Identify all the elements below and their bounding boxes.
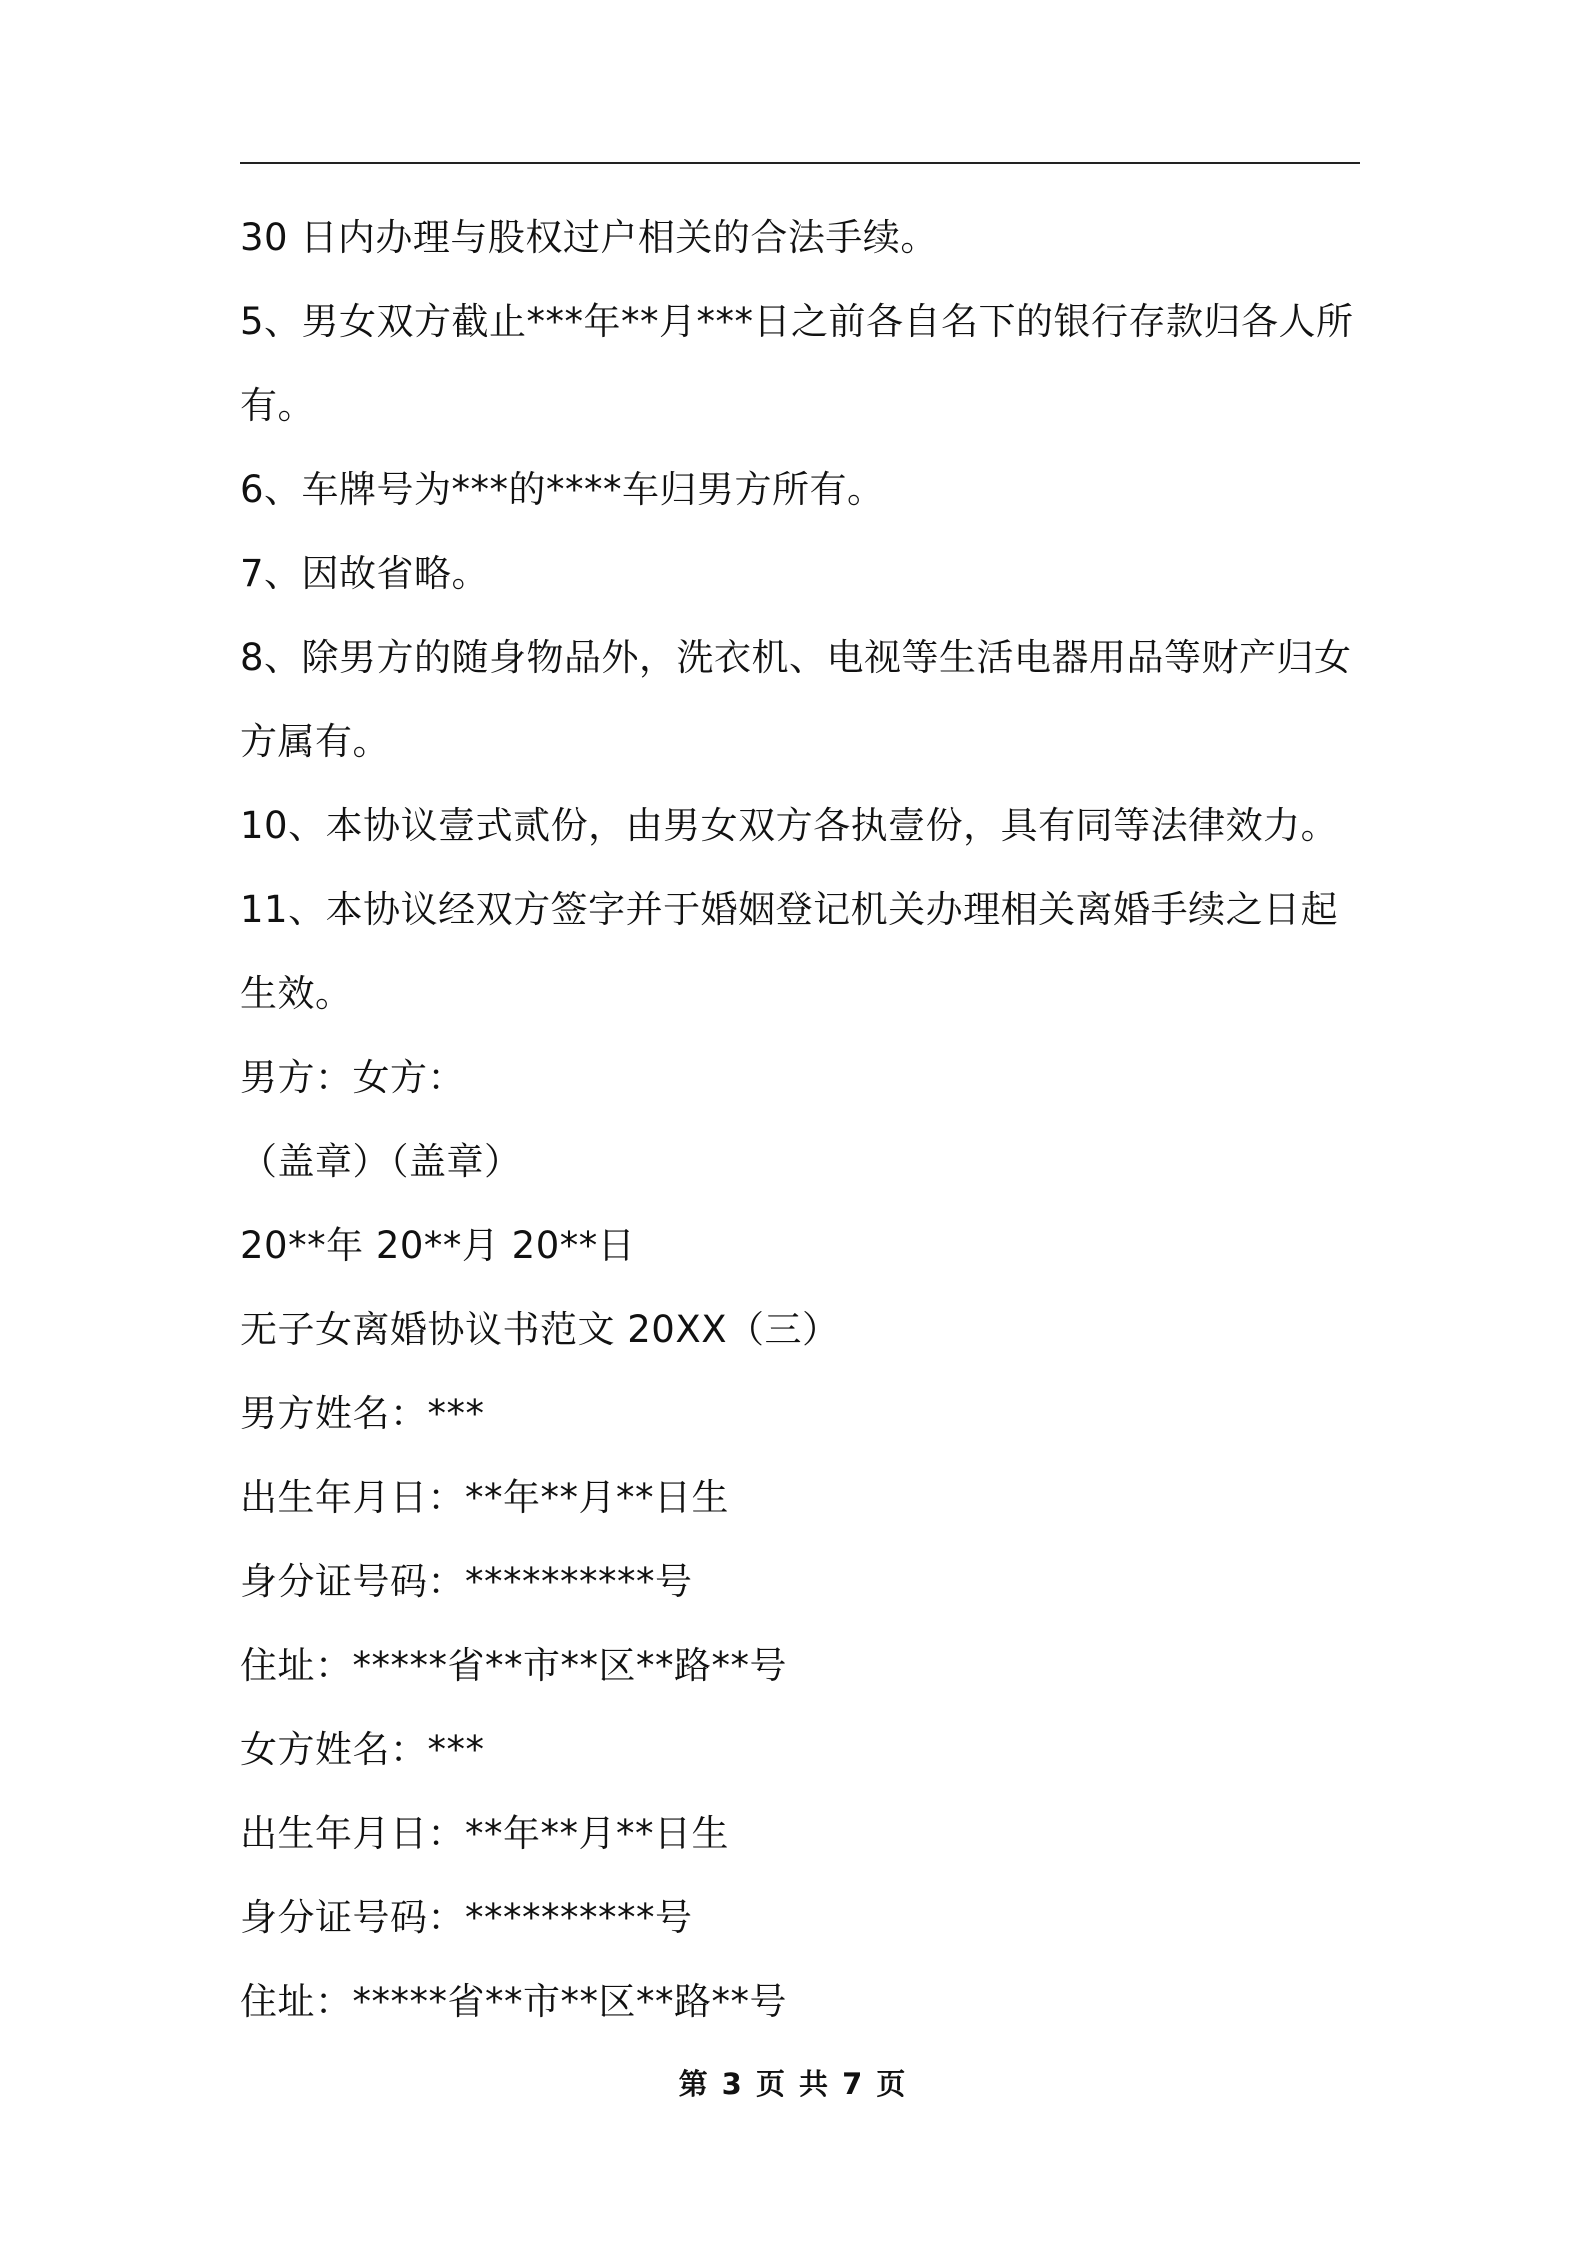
text-line: 住址：*****省**市**区**路**号 — [240, 1644, 787, 1687]
text-line: 10、本协议壹式贰份，由男女双方各执壹份，具有同等法律效力。 — [240, 804, 1339, 847]
text-line: 女方姓名：*** — [240, 1728, 485, 1771]
text-line: 出生年月日：**年**月**日生 — [240, 1812, 729, 1855]
header-rule — [240, 162, 1360, 164]
date-line: 20**年 20**月 20**日 — [240, 1224, 636, 1267]
section-title: 无子女离婚协议书范文 20XX（三） — [240, 1308, 840, 1351]
document-body — [240, 196, 1360, 2044]
text-line: 出生年月日：**年**月**日生 — [240, 1476, 729, 1519]
text-line: 8、除男方的随身物品外，洗衣机、电视等生活电器用品等财产归女 — [240, 636, 1352, 679]
text-line: 生效。 — [240, 972, 353, 1015]
seal-labels: （盖章）（盖章） — [240, 1140, 522, 1183]
text-line: 方属有。 — [240, 720, 390, 763]
page-number-footer: 第 3 页 共 7 页 — [678, 2067, 908, 2101]
text-line: 5、男女双方截止***年**月***日之前各自名下的银行存款归各人所 — [240, 300, 1354, 343]
text-line: 6、车牌号为***的****车归男方所有。 — [240, 468, 885, 511]
text-line: 男方姓名：*** — [240, 1392, 485, 1435]
text-line: 有。 — [240, 384, 315, 427]
text-line: 7、因故省略。 — [240, 552, 490, 595]
text-line: 身分证号码：**********号 — [240, 1896, 693, 1939]
text-line: 11、本协议经双方签字并于婚姻登记机关办理相关离婚手续之日起 — [240, 888, 1339, 931]
text-line: 身分证号码：**********号 — [240, 1560, 693, 1603]
text-line: 30 日内办理与股权过户相关的合法手续。 — [240, 216, 938, 259]
signature-labels: 男方：女方： — [240, 1056, 465, 1099]
text-line: 住址：*****省**市**区**路**号 — [240, 1980, 787, 2023]
